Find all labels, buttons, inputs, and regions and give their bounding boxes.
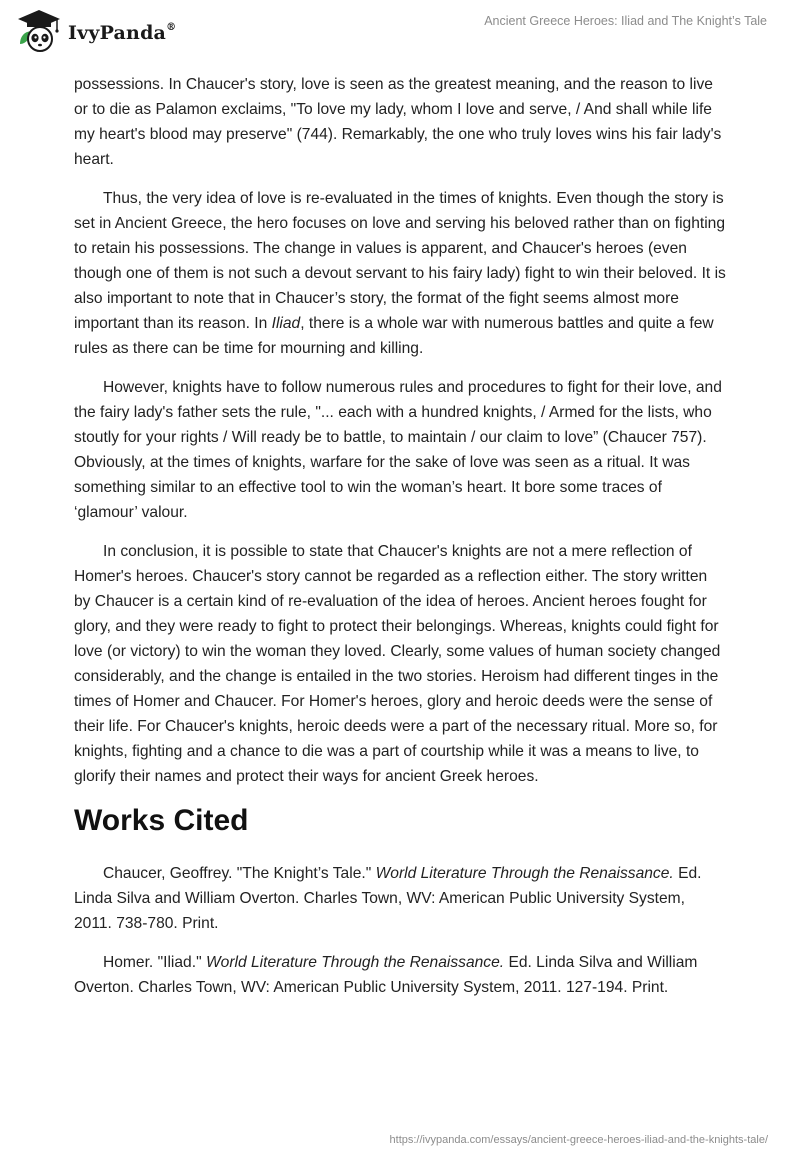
brand-name: IvyPanda® [68,21,177,44]
page-header [0,0,800,70]
registered-mark: ® [166,21,177,33]
paragraph-1: possessions. In Chaucer's story, love is seen as the greatest meaning, and the reason to live or to die as Palamon exclaims, "To love my lady, whom I love and serve, / And shall while life my heart's blood may preserve" (744). Remarkably, the one who truly loves wins his fair lady's heart. [74,76,722,168]
citation-chaucer: Chaucer, Geoffrey. "The Knight’s Tale." World Literature Through the Renaissance. Ed. Linda Silva and William Overton. Charles Town, WV: American Public University System, 2011. 738-780. Print. [74,865,702,932]
paragraph-4: In conclusion, it is possible to state that Chaucer's knights are not a mere reflection of Homer's heroes. Chaucer's story cannot be regarded as a reflection either. The story written by Chaucer is a certain kind of re-evaluation of the idea of heroes. Ancient heroes fought for glory, and they were ready to fight to protect their belongings. Whereas, knights could fight for love (or victory) to win the woman they loved. Clearly, some values of human society changed considerably, and the change is entailed in the two stories. Heroism had different tinges in the times of Homer and Chaucer. For Homer's heroes, glory and heroic deeds were the sense of their life. For Chaucer's knights, heroic deeds were a part of the necessary ritual. More so, for knights, fighting and a chance to die was a part of courtship while it was a means to live, to glorify their names and protect their ways for ancient Greek heroes. [74,543,721,785]
panda-graduate-icon [16,8,62,54]
iliad-italic: Iliad [271,315,301,332]
paragraph-2: Thus, the very idea of love is re-evaluated in the times of knights. Even though the story is set in Ancient Greece, the hero focuses on love and serving his beloved rather than on fighting to retain his possessions. The change in values is apparent, and Chaucer's heroes (even though one of them is not such a devout servant to his fairy lady) fight to win their beloved. It is also important to note that in Chaucer’s story, the format of the fight seems almost more important than its reason. In Iliad, there is a whole war with numerous battles and quite a few rules as there can be time for mourning and killing. [74,190,726,357]
source-url[interactable]: https://ivypanda.com/essays/ancient-greece-heroes-iliad-and-the-knights-tale/ [389,1134,768,1146]
paragraph-3: However, knights have to follow numerous rules and procedures to fight for their love, and the fairy lady's father sets the rule, "... each with a hundred knights, / Armed for the lists, who stoutly for your rights / Will ready be to battle, to maintain / our claim to love” (Chaucer 757). Obviously, at the times of knights, warfare for the sake of love was seen as a ritual. It was something similar to an effective tool to win the woman’s heart. It bore some traces of ‘glamour’ valour. [74,379,722,521]
essay-body [74,72,726,1014]
citation-homer: Homer. "Iliad." World Literature Through the Renaissance. Ed. Linda Silva and William Overton. Charles Town, WV: American Public University System, 2011. 127-194. Print. [74,954,698,996]
works-cited-heading: Works Cited [74,804,249,837]
ivypanda-logo[interactable] [16,8,176,54]
document-title: Ancient Greece Heroes: Iliad and The Knight’s Tale [484,14,767,28]
